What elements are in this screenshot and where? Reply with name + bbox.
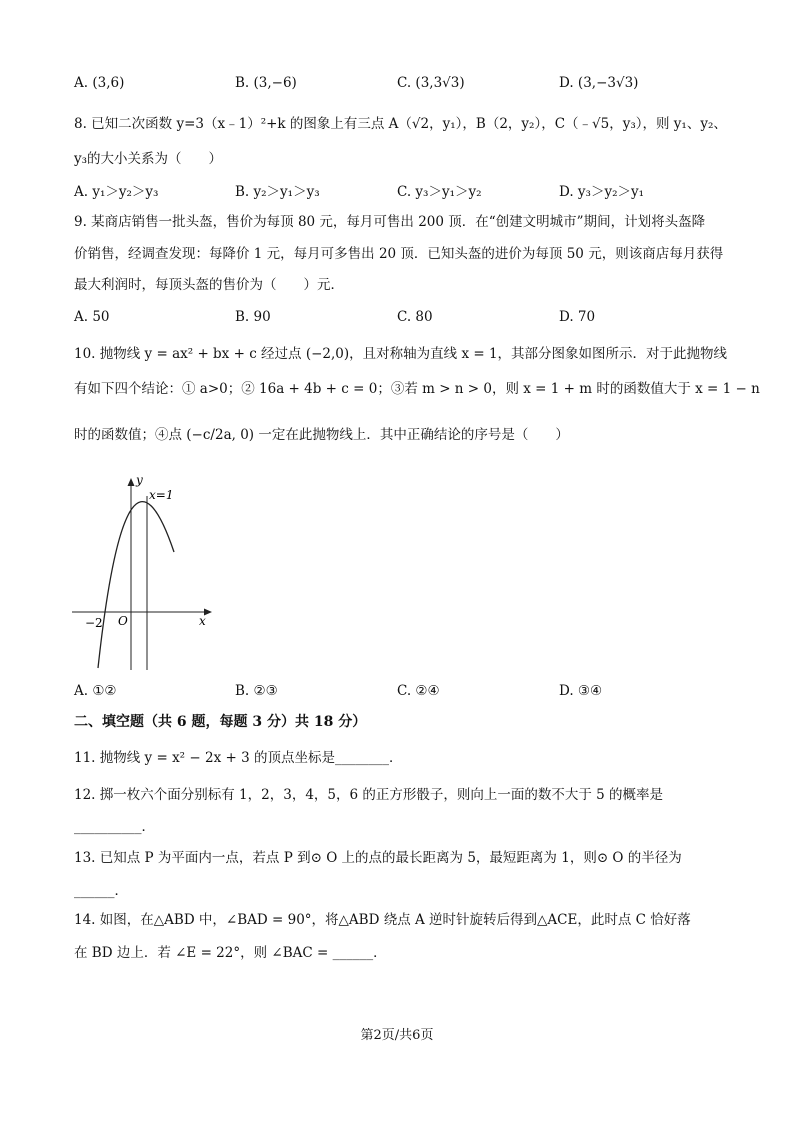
q9-stem-line3: 最大利润时，每顶头盔的售价为（ ）元． — [74, 277, 344, 293]
symmetry-axis-label: x=1 — [149, 488, 174, 502]
q10-stem-line1: 10. 抛物线 y = ax² + bx + c 经过点 (−2,0)，且对称轴为直线 x = 1，其部分图象如图所示．对于此抛物线 — [74, 346, 728, 362]
q12-stem-line1: 12. 掷一枚六个面分别标有 1，2，3，4，5，6 的正方形骰子，则向上一面的数不大于 5 的概率是 — [74, 787, 664, 803]
q8-option-a: A. y₁＞y₂＞y₃ — [74, 184, 159, 200]
q8-option-d: D. y₃＞y₂＞y₁ — [559, 184, 645, 200]
q13-stem-line1: 13. 已知点 P 为平面内一点，若点 P 到⊙ O 上的点的最长距离为 5，最短距离为 1，则⊙ O 的半径为 — [74, 850, 682, 866]
q10-option-d: D. ③④ — [559, 683, 603, 699]
q8-stem-line2: y₃的大小关系为（ ） — [74, 151, 223, 167]
q10-option-a: A. ①② — [74, 683, 117, 699]
parabola-curve — [98, 502, 174, 668]
q7-option-d: D. (3,−3√3) — [559, 75, 639, 91]
q11-stem: 11. 抛物线 y = x² − 2x + 3 的顶点坐标是________． — [74, 750, 403, 766]
y-axis-arrow — [128, 478, 135, 486]
q10-option-b: B. ②③ — [235, 683, 278, 699]
section-heading-fill-in: 二、填空题（共 6 题，每题 3 分）共 18 分） — [74, 714, 367, 730]
q10-stem-line2: 有如下四个结论：① a>0；② 16a + 4b + c = 0；③若 m > n > 0，则 x = 1 + m 时的函数值大于 x = 1 − n — [74, 381, 760, 397]
x-axis-label: x — [199, 614, 206, 628]
neg2-label: −2 — [85, 616, 103, 630]
q12-answer-blank: __________． — [74, 819, 155, 835]
q9-option-b: B. 90 — [235, 309, 271, 325]
q9-stem-line1: 9. 某商店销售一批头盔，售价为每顶 80 元，每月可售出 200 顶．在“创建文明城市”期间，计划将头盔降 — [74, 214, 706, 230]
y-axis-label: y — [136, 473, 143, 487]
q10-stem-line3: 时的函数值；④点 (−c/2a, 0) 一定在此抛物线上．其中正确结论的序号是（ ） — [74, 427, 569, 443]
q7-option-a: A. (3,6) — [74, 75, 125, 91]
parabola-figure — [68, 470, 218, 675]
page-footer: 第2页/共6页 — [360, 1028, 434, 1043]
origin-label: O — [118, 614, 128, 628]
q9-stem-line2: 价销售，经调查发现：每降价 1 元，每月可多售出 20 顶．已知头盔的进价为每顶 50 元，则该商店每月获得 — [74, 246, 724, 262]
q9-option-d: D. 70 — [559, 309, 596, 325]
q8-stem-line1: 8. 已知二次函数 y=3（x﹣1）²+k 的图象上有三点 A（√2，y₁），B（2，y₂），C（﹣√5，y₃），则 y₁、y₂、 — [74, 116, 727, 132]
q8-option-b: B. y₂＞y₁＞y₃ — [235, 184, 320, 200]
q13-answer-blank: ______． — [74, 883, 128, 899]
q14-stem-line2: 在 BD 边上．若 ∠E = 22°，则 ∠BAC = ______． — [74, 945, 387, 961]
q8-option-c: C. y₃＞y₁＞y₂ — [397, 184, 482, 200]
q9-option-a: A. 50 — [74, 309, 110, 325]
parabola-figure-svg — [68, 470, 218, 675]
q7-option-c: C. (3,3√3) — [397, 75, 465, 91]
q14-stem-line1: 14. 如图，在△ABD 中，∠BAD = 90°，将△ABD 绕点 A 逆时针旋转后得到△ACE，此时点 C 恰好落 — [74, 912, 691, 928]
q9-option-c: C. 80 — [397, 309, 433, 325]
q7-option-b: B. (3,−6) — [235, 75, 297, 91]
q10-option-c: C. ②④ — [397, 683, 440, 699]
